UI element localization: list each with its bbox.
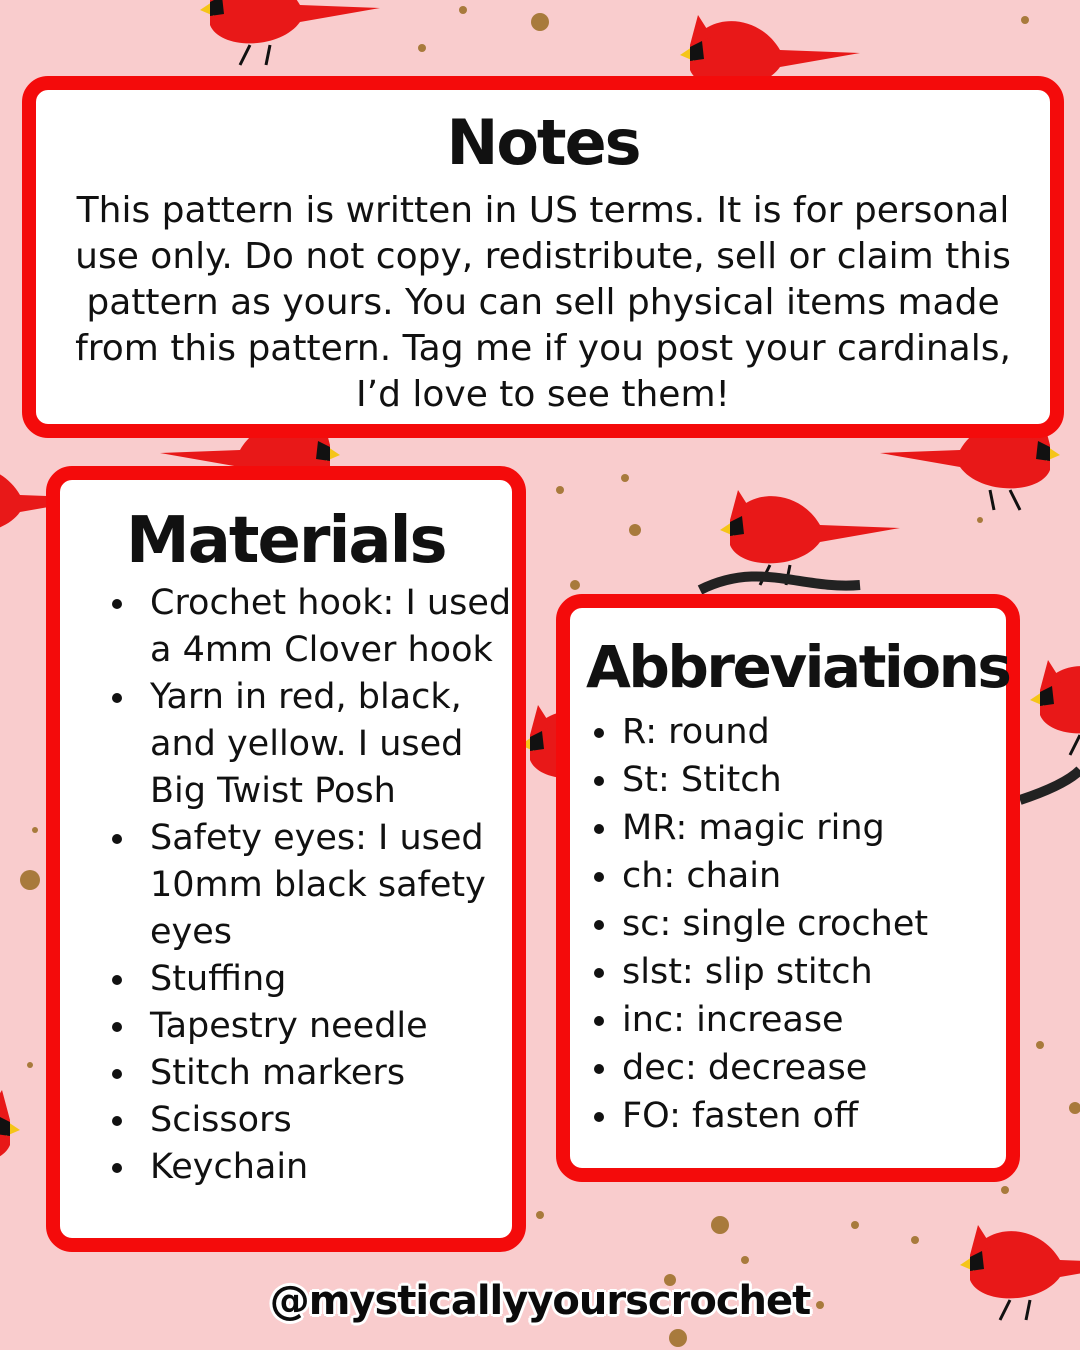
list-item: ch: chain	[622, 852, 1006, 900]
list-item: Stitch markers	[134, 1050, 512, 1097]
materials-list	[134, 580, 512, 1191]
abbreviations-card	[556, 594, 1020, 1182]
list-item: FO: fasten off	[622, 1092, 1006, 1140]
abbreviations-list	[622, 708, 1006, 1140]
list-item: Tapestry needle	[134, 1003, 512, 1050]
materials-title: Materials	[126, 504, 446, 578]
list-item: Safety eyes: I used 10mm black safety eyes	[134, 815, 512, 956]
materials-card	[46, 466, 526, 1252]
notes-title: Notes	[446, 106, 640, 179]
list-item: dec: decrease	[622, 1044, 1006, 1092]
list-item: R: round	[622, 708, 1006, 756]
list-item: sc: single crochet	[622, 900, 1006, 948]
list-item: Stuffing	[134, 956, 512, 1003]
social-handle: @mysticallyyourscrochet	[269, 1278, 811, 1324]
cardinal-icon	[0, 1090, 20, 1185]
notes-card	[22, 76, 1064, 438]
cardinal-icon	[200, 0, 380, 65]
list-item: slst: slip stitch	[622, 948, 1006, 996]
list-item: Yarn in red, black, and yellow. I used Big Twist Posh	[134, 674, 512, 815]
notes-body: This pattern is written in US terms. It is for personal use only. Do not copy, redistribute, sell or claim this pattern as yours. You can sell physical items made from this pattern. Tag me if you post your cardinals, I’d love to see them!	[75, 190, 1011, 415]
list-item: MR: magic ring	[622, 804, 1006, 852]
abbreviations-title: Abbreviations	[586, 633, 1010, 701]
cardinal-icon	[720, 490, 900, 585]
list-item: Crochet hook: I used a 4mm Clover hook	[134, 580, 512, 674]
list-item: Scissors	[134, 1097, 512, 1144]
list-item: Keychain	[134, 1144, 512, 1191]
list-item: inc: increase	[622, 996, 1006, 1044]
list-item: St: Stitch	[622, 756, 1006, 804]
cardinal-icon	[1030, 660, 1080, 755]
